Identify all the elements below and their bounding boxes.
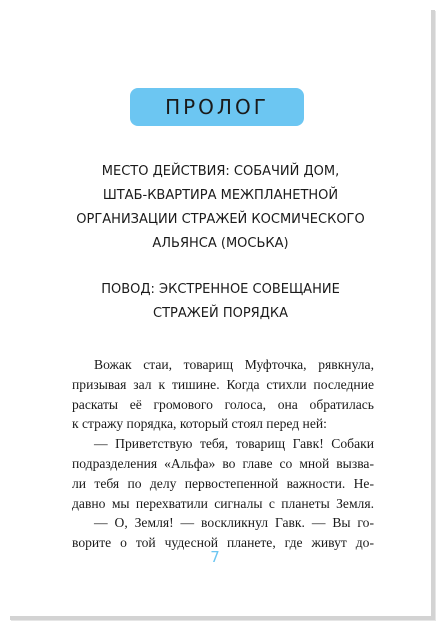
body-line-text: раскаты её громового голоса, она обратилась bbox=[72, 396, 374, 412]
place-line: ОРГАНИЗАЦИИ СТРАЖЕЙ КОСМИЧЕСКОГО bbox=[76, 212, 365, 227]
body-line-text: к стражу порядка, который стоял перед ней: bbox=[72, 416, 327, 432]
book-page bbox=[10, 10, 435, 620]
body-line bbox=[72, 395, 374, 415]
place-line: МЕСТО ДЕЙСТВИЯ: СОБАЧИЙ ДОМ, bbox=[101, 164, 340, 179]
reason-line: ПОВОД: ЭКСТРЕННОЕ СОВЕЩАНИЕ bbox=[101, 282, 340, 297]
body-line-text: ли тебя по делу первостепенной важности. Не- bbox=[72, 475, 374, 491]
body-line bbox=[72, 494, 374, 514]
body-line bbox=[72, 474, 374, 494]
chapter-title: ПРОЛОГ bbox=[165, 95, 269, 119]
body-line bbox=[72, 513, 374, 533]
body-line bbox=[72, 414, 374, 434]
reason-line: СТРАЖЕЙ ПОРЯДКА bbox=[153, 306, 288, 321]
body-line-text: призывая зал к тишине. Когда стихли последние bbox=[72, 376, 374, 392]
body-line-text: Вожак стаи, товарищ Муфточка, рявкнула, bbox=[94, 357, 374, 372]
page-number: 7 bbox=[210, 548, 220, 566]
place-line: ШТАБ-КВАРТИРА МЕЖПЛАНЕТНОЙ bbox=[102, 188, 339, 203]
body-line bbox=[72, 454, 374, 474]
body-line-text: подразделения «Альфа» во главе со мной вызва- bbox=[72, 455, 374, 471]
body-line bbox=[72, 434, 374, 454]
chapter-title-badge bbox=[130, 88, 304, 126]
body-line-text: ворите о той чудесной планете, где живут до- bbox=[72, 535, 374, 551]
place-line: АЛЬЯНСА (МОСЬКА) bbox=[152, 236, 289, 251]
reason-heading bbox=[30, 278, 411, 326]
body-line-text: — Приветствую тебя, товарищ Гавк! Собаки bbox=[94, 436, 374, 452]
body-line bbox=[72, 355, 374, 375]
body-line bbox=[72, 375, 374, 395]
body-line-text: давно мы перехватили сигналы с планеты Земля. bbox=[72, 495, 374, 511]
body-paragraphs bbox=[72, 355, 374, 553]
place-heading bbox=[30, 160, 411, 256]
body-line-text: — О, Земля! — воскликнул Гавк. — Вы го- bbox=[94, 515, 374, 531]
